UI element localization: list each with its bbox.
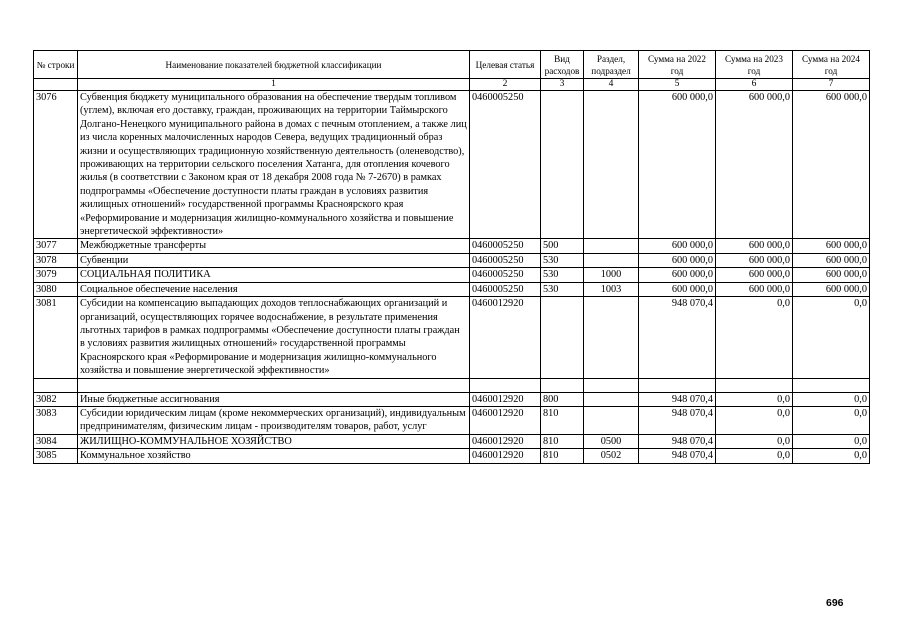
table-row — [34, 392, 870, 406]
indicator-name-cell: СОЦИАЛЬНАЯ ПОЛИТИКА — [78, 268, 470, 282]
expense-type-cell — [541, 91, 584, 239]
sum-2024-cell: 600 000,0 — [793, 282, 870, 296]
table-row — [34, 282, 870, 296]
sum-2024-cell: 0,0 — [793, 392, 870, 406]
header-sum-2022: Сумма на 2022 год — [639, 51, 716, 79]
sum-2022-cell: 600 000,0 — [639, 282, 716, 296]
indicator-name-cell: Субвенции — [78, 253, 470, 267]
table-row — [34, 253, 870, 267]
sum-2022-cell: 600 000,0 — [639, 253, 716, 267]
sum-2023-cell: 600 000,0 — [716, 91, 793, 239]
empty-cell — [716, 378, 793, 392]
expense-type-cell: 530 — [541, 253, 584, 267]
sum-2023-cell: 0,0 — [716, 297, 793, 378]
sum-2023-cell: 600 000,0 — [716, 239, 793, 253]
sum-2023-cell: 600 000,0 — [716, 268, 793, 282]
column-number — [34, 79, 78, 91]
row-number-cell: 3080 — [34, 282, 78, 296]
column-number: 6 — [716, 79, 793, 91]
section-cell: 1003 — [584, 282, 639, 296]
expense-type-cell: 810 — [541, 406, 584, 434]
column-number: 4 — [584, 79, 639, 91]
sum-2024-cell: 600 000,0 — [793, 91, 870, 239]
expense-type-cell: 810 — [541, 434, 584, 448]
row-number-cell: 3079 — [34, 268, 78, 282]
section-cell — [584, 297, 639, 378]
indicator-name-cell: Субвенция бюджету муниципального образования на обеспечение твердым топливом (углем), включая его доставку, граждан, проживающих на территории Таймырского Долгано-Ненецкого муниципального района в домах с печным отоплением, а также лиц из числа коренных малочисленных народов Севера, ведущих традиционный образ жизни и осуществляющих традиционную хозяйственную деятельность (оленеводство), проживающих на территории сельского поселения Хатанга, для отопления кочевого жилья (в соответствии с Законом края от 18 декабря 2008 года № 7-2670) в рамках подпрограммы «Обеспечение доступности платы граждан в условиях развития жилищных отношений» государственной программы Красноярского края «Реформирование и модернизация жилищно-коммунального хозяйства и повышение энергетической эффективности» — [78, 91, 470, 239]
indicator-name-cell: Социальное обеспечение населения — [78, 282, 470, 296]
header-indicator-name: Наименование показателей бюджетной классификации — [78, 51, 470, 79]
sum-2023-cell: 0,0 — [716, 434, 793, 448]
column-number: 1 — [78, 79, 470, 91]
budget-table — [33, 50, 870, 464]
sum-2022-cell: 600 000,0 — [639, 239, 716, 253]
table-row — [34, 297, 870, 378]
page-number: 696 — [826, 597, 844, 609]
row-number-cell: 3077 — [34, 239, 78, 253]
expense-type-cell: 810 — [541, 449, 584, 463]
section-cell — [584, 392, 639, 406]
sum-2024-cell: 0,0 — [793, 297, 870, 378]
table-row-continuation — [34, 378, 870, 392]
target-article-cell: 0460012920 — [470, 434, 541, 448]
expense-type-cell: 530 — [541, 282, 584, 296]
section-cell — [584, 253, 639, 267]
sum-2023-cell: 600 000,0 — [716, 282, 793, 296]
column-number: 5 — [639, 79, 716, 91]
row-number-cell: 3082 — [34, 392, 78, 406]
table-row — [34, 268, 870, 282]
target-article-cell: 0460005250 — [470, 268, 541, 282]
sum-2024-cell: 600 000,0 — [793, 268, 870, 282]
section-cell: 0502 — [584, 449, 639, 463]
sum-2023-cell: 0,0 — [716, 449, 793, 463]
target-article-cell: 0460005250 — [470, 91, 541, 239]
row-number-cell: 3083 — [34, 406, 78, 434]
column-number: 7 — [793, 79, 870, 91]
header-row-number: № строки — [34, 51, 78, 79]
table-row — [34, 91, 870, 239]
sum-2024-cell: 600 000,0 — [793, 239, 870, 253]
sum-2023-cell: 600 000,0 — [716, 253, 793, 267]
row-number-cell: 3085 — [34, 449, 78, 463]
table-row — [34, 434, 870, 448]
table-row — [34, 406, 870, 434]
table-row — [34, 239, 870, 253]
sum-2024-cell: 0,0 — [793, 449, 870, 463]
target-article-cell: 0460005250 — [470, 253, 541, 267]
table-row — [34, 449, 870, 463]
empty-cell — [34, 378, 78, 392]
empty-cell — [584, 378, 639, 392]
sum-2022-cell: 948 070,4 — [639, 392, 716, 406]
target-article-cell: 0460012920 — [470, 297, 541, 378]
sum-2022-cell: 600 000,0 — [639, 91, 716, 239]
header-section: Раздел, подраздел — [584, 51, 639, 79]
expense-type-cell — [541, 297, 584, 378]
table-body — [34, 91, 870, 464]
expense-type-cell: 530 — [541, 268, 584, 282]
sum-2022-cell: 948 070,4 — [639, 297, 716, 378]
target-article-cell: 0460012920 — [470, 406, 541, 434]
indicator-name-cell: Субсидии юридическим лицам (кроме некоммерческих организаций), индивидуальным предпринимателям, физическим лицам - производителям товаров, работ, услуг — [78, 406, 470, 434]
sum-2023-cell: 0,0 — [716, 406, 793, 434]
empty-cell — [639, 378, 716, 392]
empty-cell — [78, 378, 470, 392]
column-number: 2 — [470, 79, 541, 91]
header-expense-type: Вид расходов — [541, 51, 584, 79]
expense-type-cell: 800 — [541, 392, 584, 406]
column-number: 3 — [541, 79, 584, 91]
sum-2024-cell: 0,0 — [793, 406, 870, 434]
target-article-cell: 0460012920 — [470, 392, 541, 406]
expense-type-cell: 500 — [541, 239, 584, 253]
target-article-cell: 0460005250 — [470, 282, 541, 296]
indicator-name-cell: Межбюджетные трансферты — [78, 239, 470, 253]
indicator-name-cell: Коммунальное хозяйство — [78, 449, 470, 463]
row-number-cell: 3084 — [34, 434, 78, 448]
column-number-row — [34, 79, 870, 91]
indicator-name-cell: Иные бюджетные ассигнования — [78, 392, 470, 406]
empty-cell — [793, 378, 870, 392]
section-cell: 1000 — [584, 268, 639, 282]
indicator-name-cell: ЖИЛИЩНО-КОММУНАЛЬНОЕ ХОЗЯЙСТВО — [78, 434, 470, 448]
indicator-name-cell: Субсидии на компенсацию выпадающих доходов теплоснабжающих организаций и организаций, осуществляющих горячее водоснабжение, в результате применения льготных тарифов в рамках подпрограммы «Обеспечение доступности платы граждан в условиях развития жилищных отношений» государственной программы Красноярского края «Реформирование и модернизация жилищно-коммунального хозяйства и повышение энергетической эффективности» — [78, 297, 470, 378]
sum-2022-cell: 948 070,4 — [639, 434, 716, 448]
row-number-cell: 3078 — [34, 253, 78, 267]
section-cell — [584, 406, 639, 434]
sum-2022-cell: 948 070,4 — [639, 449, 716, 463]
section-cell: 0500 — [584, 434, 639, 448]
header-sum-2024: Сумма на 2024 год — [793, 51, 870, 79]
sum-2022-cell: 948 070,4 — [639, 406, 716, 434]
sum-2023-cell: 0,0 — [716, 392, 793, 406]
row-number-cell: 3081 — [34, 297, 78, 378]
sum-2024-cell: 0,0 — [793, 434, 870, 448]
row-number-cell: 3076 — [34, 91, 78, 239]
empty-cell — [470, 378, 541, 392]
header-sum-2023: Сумма на 2023 год — [716, 51, 793, 79]
target-article-cell: 0460012920 — [470, 449, 541, 463]
sum-2022-cell: 600 000,0 — [639, 268, 716, 282]
header-target-article: Целевая статья — [470, 51, 541, 79]
sum-2024-cell: 600 000,0 — [793, 253, 870, 267]
section-cell — [584, 239, 639, 253]
section-cell — [584, 91, 639, 239]
table-header-row — [34, 51, 870, 79]
target-article-cell: 0460005250 — [470, 239, 541, 253]
empty-cell — [541, 378, 584, 392]
